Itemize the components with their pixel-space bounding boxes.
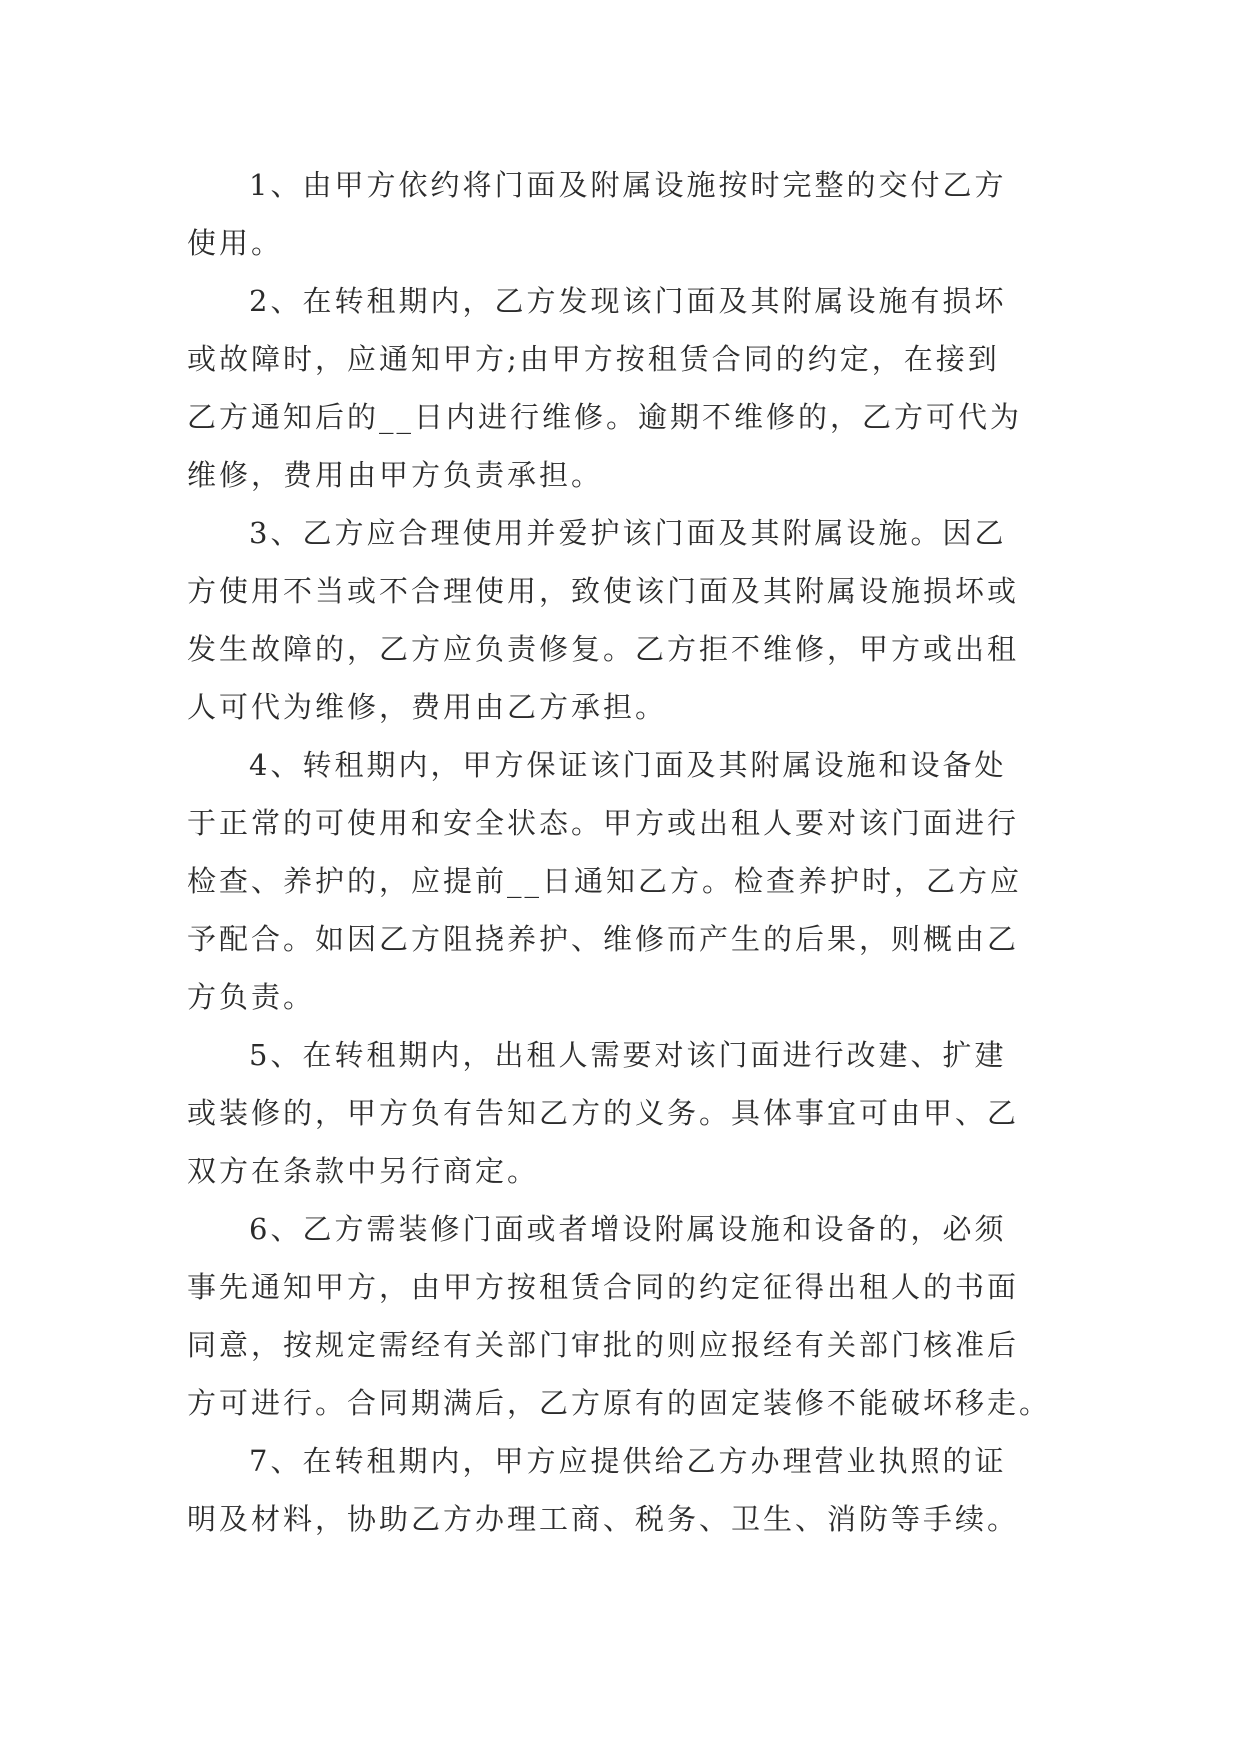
clause-line: 7、在转租期内，甲方应提供给乙方办理营业执照的证 xyxy=(249,1444,1007,1478)
clause-line: 事先通知甲方，由甲方按租赁合同的约定征得出租人的书面 xyxy=(187,1270,1020,1304)
clause-line: 5、在转租期内，出租人需要对该门面进行改建、扩建 xyxy=(249,1038,1007,1072)
clause-7 xyxy=(187,1432,1047,1548)
clause-line: 维修，费用由甲方负责承担。 xyxy=(187,458,604,492)
clause-line: 6、乙方需装修门面或者增设附属设施和设备的，必须 xyxy=(249,1212,1007,1246)
clause-line: 4、转租期内，甲方保证该门面及其附属设施和设备处 xyxy=(249,748,1007,782)
clause-line: 3、乙方应合理使用并爱护该门面及其附属设施。因乙 xyxy=(249,516,1007,550)
clause-line: 使用。 xyxy=(187,226,284,260)
clause-2 xyxy=(187,272,1047,504)
clause-line: 或故障时，应通知甲方;由甲方按租赁合同的约定，在接到 xyxy=(187,342,1000,376)
clause-6 xyxy=(187,1200,1052,1432)
document-body xyxy=(187,156,1052,1548)
clause-line: 2、在转租期内，乙方发现该门面及其附属设施有损坏 xyxy=(249,284,1007,318)
clause-line: 方负责。 xyxy=(187,980,316,1014)
clause-3 xyxy=(187,504,1047,736)
clause-line: 于正常的可使用和安全状态。甲方或出租人要对该门面进行 xyxy=(187,806,1020,840)
clause-line: 检查、养护的，应提前__日通知乙方。检查养护时，乙方应 xyxy=(187,864,1023,898)
clause-line: 方可进行。合同期满后，乙方原有的固定装修不能破坏移走。 xyxy=(187,1386,1052,1420)
clause-1 xyxy=(187,156,1047,272)
clause-line: 发生故障的，乙方应负责修复。乙方拒不维修，甲方或出租 xyxy=(187,632,1020,666)
clause-line: 同意，按规定需经有关部门审批的则应报经有关部门核准后 xyxy=(187,1328,1020,1362)
clause-line: 人可代为维修，费用由乙方承担。 xyxy=(187,690,668,724)
clause-5 xyxy=(187,1026,1047,1200)
clause-line: 明及材料，协助乙方办理工商、税务、卫生、消防等手续。 xyxy=(187,1502,1020,1536)
clause-line: 方使用不当或不合理使用，致使该门面及其附属设施损坏或 xyxy=(187,574,1020,608)
clause-line: 予配合。如因乙方阻挠养护、维修而产生的后果，则概由乙 xyxy=(187,922,1020,956)
clause-line: 或装修的，甲方负有告知乙方的义务。具体事宜可由甲、乙 xyxy=(187,1096,1020,1130)
clause-line: 1、由甲方依约将门面及附属设施按时完整的交付乙方 xyxy=(249,168,1007,202)
clause-4 xyxy=(187,736,1047,1026)
clause-line: 乙方通知后的__日内进行维修。逾期不维修的，乙方可代为 xyxy=(187,400,1023,434)
clause-line: 双方在条款中另行商定。 xyxy=(187,1154,540,1188)
